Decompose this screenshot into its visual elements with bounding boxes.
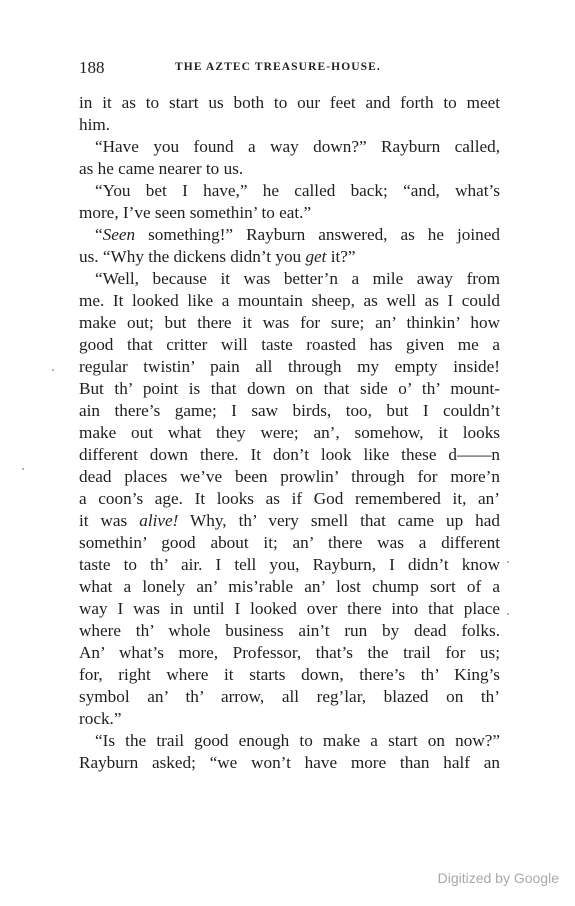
text-segment: make out; but there it was for sure; an’ thinkin’ how	[79, 313, 500, 332]
italic-text: alive!	[139, 511, 179, 530]
text-line	[79, 642, 500, 664]
text-segment: dead places we’ve been prowlin’ through for more’n	[79, 467, 500, 486]
text-line	[79, 378, 500, 400]
text-segment: good that critter will taste roasted has given me a	[79, 335, 500, 354]
text-line	[79, 576, 500, 598]
text-line	[79, 268, 500, 290]
scan-speck	[22, 468, 24, 470]
page-number: 188	[79, 58, 105, 77]
text-segment: “Is the trail good enough to make a start on now?”	[95, 731, 500, 750]
text-line	[79, 92, 500, 114]
scan-speck	[52, 369, 54, 371]
text-line	[79, 620, 500, 642]
text-line	[79, 422, 500, 444]
digitized-watermark: Digitized by Google	[437, 870, 559, 886]
text-line	[79, 224, 500, 246]
italic-text: Seen	[102, 225, 136, 244]
text-segment: us. “Why the dickens didn’t you	[79, 247, 306, 266]
text-line	[79, 488, 500, 510]
text-line	[79, 598, 500, 620]
text-segment: way I was in until I looked over there into that place	[79, 599, 500, 618]
page-header	[79, 58, 500, 80]
text-segment: “Have you found a way down?” Rayburn called,	[95, 137, 500, 156]
text-line	[79, 356, 500, 378]
text-segment: where th’ whole business ain’t run by dead folks.	[79, 621, 500, 640]
text-line	[79, 510, 500, 532]
text-segment: “	[95, 225, 103, 244]
text-segment: it?”	[326, 247, 356, 266]
running-head: THE AZTEC TREASURE-HOUSE.	[175, 61, 381, 73]
text-line	[79, 202, 500, 224]
text-segment: him.	[79, 115, 111, 134]
scan-speck	[507, 561, 509, 563]
text-line	[79, 708, 500, 730]
text-segment: somethin’ good about it; an’ there was a different	[79, 533, 500, 552]
text-line	[79, 114, 500, 136]
text-segment: “You bet I have,” he called back; “and, what’s	[95, 181, 500, 200]
text-segment: Why, th’ very smell that came up had	[178, 511, 500, 530]
text-segment: a coon’s age. It looks as if God remembered it, an’	[79, 489, 500, 508]
text-line	[79, 290, 500, 312]
text-line	[79, 136, 500, 158]
text-line	[79, 686, 500, 708]
text-line	[79, 180, 500, 202]
text-line	[79, 532, 500, 554]
text-segment: more, I’ve seen somethin’ to eat.”	[79, 203, 312, 222]
text-segment: rock.”	[79, 709, 122, 728]
text-segment: Rayburn asked; “we won’t have more than half an	[79, 753, 500, 772]
scan-speck	[507, 613, 509, 615]
text-segment: make out what they were; an’, somehow, it looks	[79, 423, 500, 442]
text-segment: “Well, because it was better’n a mile away from	[95, 269, 500, 288]
text-line	[79, 554, 500, 576]
italic-text: get	[305, 247, 327, 266]
text-segment: But th’ point is that down on that side o’ th’ mount-	[79, 379, 500, 398]
text-segment: ain there’s game; I saw birds, too, but I couldn’t	[79, 401, 500, 420]
text-line	[79, 466, 500, 488]
text-segment: An’ what’s more, Professor, that’s the trail for us;	[79, 643, 500, 662]
text-segment: taste to th’ air. I tell you, Rayburn, I didn’t know	[79, 555, 500, 574]
text-segment: me. It looked like a mountain sheep, as well as I could	[79, 291, 500, 310]
text-segment: it was	[79, 511, 140, 530]
text-segment: for, right where it starts down, there’s th’ King’s	[79, 665, 500, 684]
text-segment: different down there. It don’t look like these d——n	[79, 445, 500, 464]
text-segment: regular twistin’ pain all through my empty inside!	[79, 357, 500, 376]
text-segment: what a lonely an’ mis’rable an’ lost chump sort of a	[79, 577, 500, 596]
text-line	[79, 730, 500, 752]
text-line	[79, 400, 500, 422]
text-line	[79, 444, 500, 466]
text-segment: symbol an’ th’ arrow, all reg’lar, blazed on th’	[79, 687, 500, 706]
text-line	[79, 752, 500, 774]
body-text	[79, 92, 500, 774]
text-line	[79, 246, 500, 268]
text-line	[79, 664, 500, 686]
text-segment: something!” Rayburn answered, as he joined	[135, 225, 500, 244]
text-line	[79, 312, 500, 334]
text-segment: as he came nearer to us.	[79, 159, 244, 178]
text-line	[79, 334, 500, 356]
text-segment: in it as to start us both to our feet and forth to meet	[79, 93, 500, 112]
text-line	[79, 158, 500, 180]
